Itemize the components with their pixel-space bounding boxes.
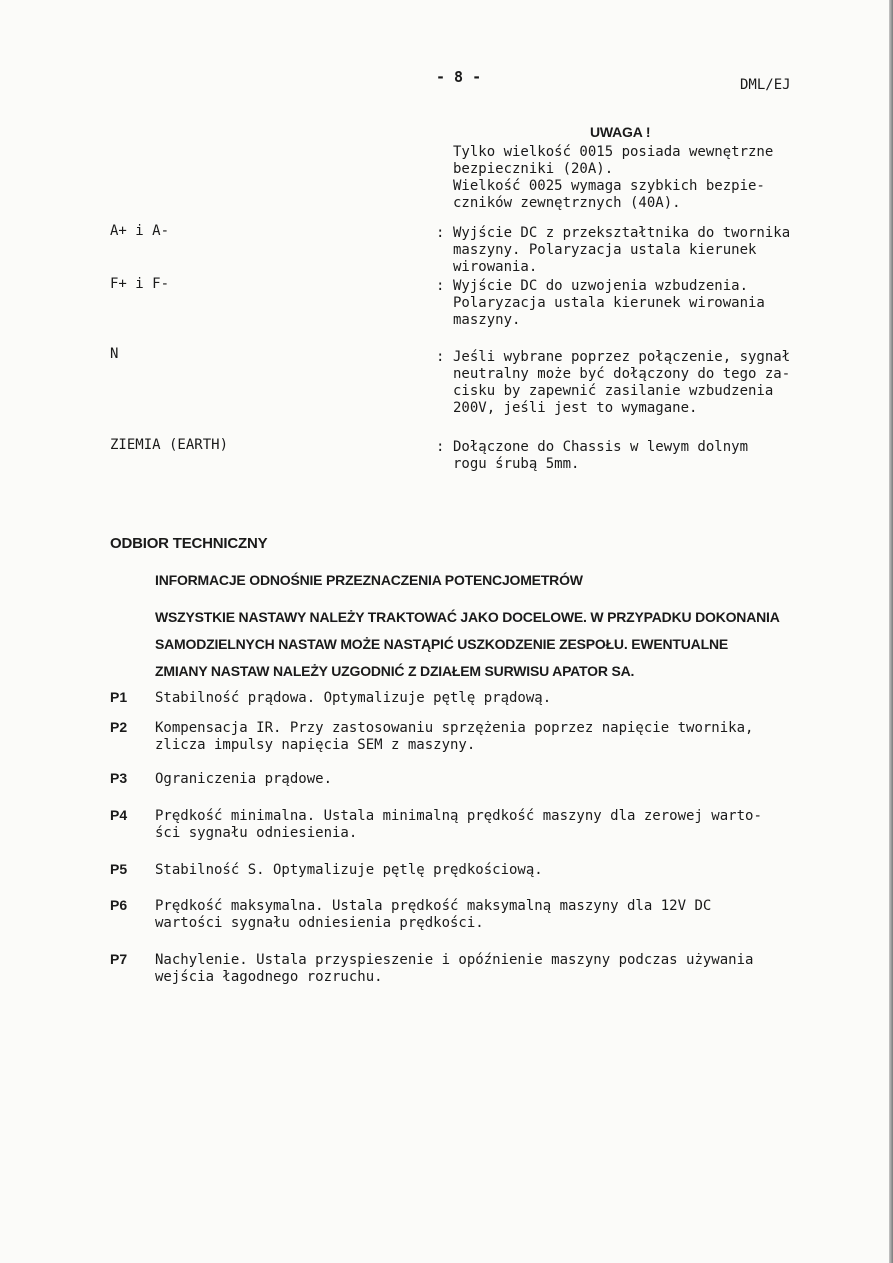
terminal-description: Jeśli wybrane poprzez połączenie, sygnał [453,349,791,365]
terminal-label: N [110,346,119,362]
terminal-description: neutralny może być dołączony do tego za- [453,366,791,382]
document-code: DML/EJ [740,77,791,93]
potentiometer-description: zlicza impulsy napięcia SEM z maszyny. [155,737,476,753]
warning-line: czników zewnętrznych (40A). [453,195,681,211]
warning-line: Wielkość 0025 wymaga szybkich bezpie- [453,178,765,194]
terminal-description: 200V, jeśli jest to wymagane. [453,400,698,416]
potentiometer-description: Nachylenie. Ustala przyspieszenie i opóźnienie maszyny podczas używania [155,952,754,968]
colon-separator: : [436,278,445,294]
terminal-description: rogu śrubą 5mm. [453,456,580,472]
potentiometer-description: Prędkość minimalna. Ustala minimalną prędkość maszyny dla zerowej warto- [155,808,762,824]
potentiometer-description: Stabilność prądowa. Optymalizuje pętlę prądową. [155,690,552,706]
potentiometer-description: Kompensacja IR. Przy zastosowaniu sprzężenia poprzez napięcie twornika, [155,720,754,736]
potentiometer-description: Stabilność S. Optymalizuje pętlę prędkościową. [155,862,543,878]
notice-line: ZMIANY NASTAW NALEŻY UZGODNIĆ Z DZIAŁEM SURWISU APATOR SA. [155,663,635,679]
terminal-description: cisku by zapewnić zasilanie wzbudzenia [453,383,774,399]
potentiometer-description: ści sygnału odniesienia. [155,825,358,841]
colon-separator: : [436,225,445,241]
terminal-description: Dołączone do Chassis w lewym dolnym [453,439,749,455]
notice-line: WSZYSTKIE NASTAWY NALEŻY TRAKTOWAĆ JAKO DOCELOWE. W PRZYPADKU DOKONANIA [155,609,780,625]
potentiometer-description: wartości sygnału odniesienia prędkości. [155,915,484,931]
page-number: - 8 - [436,68,482,86]
potentiometer-description: Ograniczenia prądowe. [155,771,333,787]
warning-line: Tylko wielkość 0015 posiada wewnętrzne [453,144,774,160]
warning-line: bezpieczniki (20A). [453,161,614,177]
scan-edge [889,0,893,1263]
terminal-label: A+ i A- [110,223,170,239]
potentiometer-id: P5 [110,861,128,877]
terminal-description: Polaryzacja ustala kierunek wirowania [453,295,765,311]
potentiometer-description: Prędkość maksymalna. Ustala prędkość maksymalną maszyny dla 12V DC [155,898,712,914]
potentiometer-id: P6 [110,897,128,913]
notice-line: SAMODZIELNYCH NASTAW MOŻE NASTĄPIĆ USZKODZENIE ZESPOŁU. EWENTUALNE [155,636,728,652]
section-subtitle: INFORMACJE ODNOŚNIE PRZEZNACZENIA POTENCJOMETRÓW [155,572,583,588]
warning-title: UWAGA ! [590,124,651,140]
terminal-label: ZIEMIA (EARTH) [110,437,229,453]
potentiometer-description: wejścia łagodnego rozruchu. [155,969,383,985]
terminal-description: maszyny. Polaryzacja ustala kierunek [453,242,757,258]
potentiometer-id: P7 [110,951,128,967]
colon-separator: : [436,439,445,455]
terminal-label: F+ i F- [110,276,170,292]
terminal-description: maszyny. [453,312,521,328]
potentiometer-id: P3 [110,770,128,786]
potentiometer-id: P2 [110,719,128,735]
potentiometer-id: P1 [110,689,128,705]
potentiometer-id: P4 [110,807,128,823]
terminal-description: wirowania. [453,259,538,275]
terminal-description: Wyjście DC z przekształtnika do twornika [453,225,791,241]
terminal-description: Wyjście DC do uzwojenia wzbudzenia. [453,278,749,294]
colon-separator: : [436,349,445,365]
section-title: ODBIOR TECHNICZNY [110,535,268,552]
